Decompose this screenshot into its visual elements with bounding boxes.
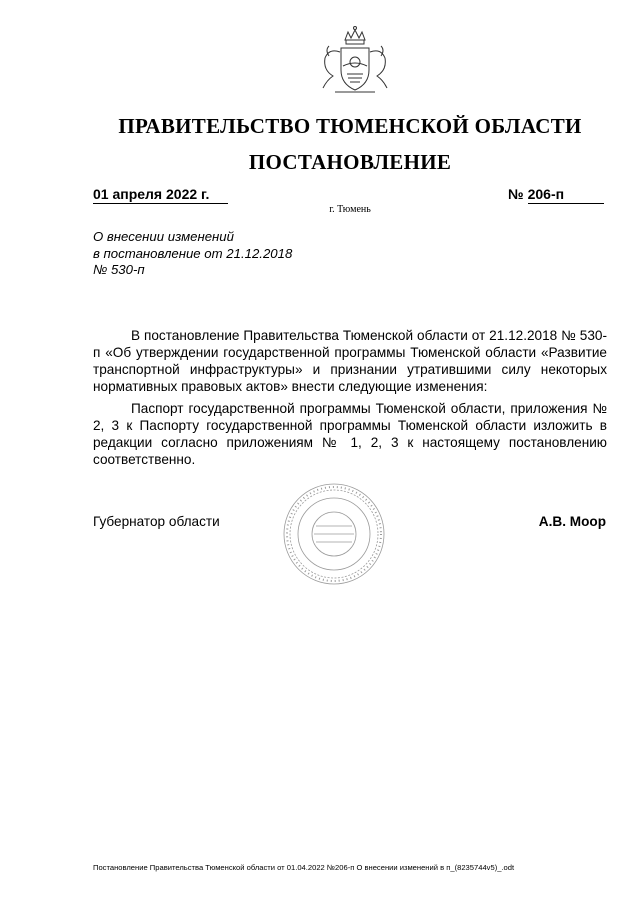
document-subject — [93, 229, 353, 279]
city: г. Тюмень — [329, 204, 371, 215]
signer-name: А.В. Моор — [538, 514, 606, 529]
document-date: 01 апреля 2022 г. — [93, 185, 228, 204]
body-paragraph: Паспорт государственной программы Тюменской области, приложения № 2, 3 к Паспорту государственной программы Тюменской области изложить в редакции согласно приложениям № 1, 2, 3 к настоящему постановлению соответственно. — [93, 401, 607, 467]
document-body — [93, 327, 607, 473]
official-seal-icon — [282, 482, 386, 586]
number-prefix: № — [508, 186, 524, 202]
tyumen-coat-of-arms-icon — [315, 22, 395, 102]
number-value: 206-п — [528, 185, 604, 204]
footer-filename: Постановление Правительства Тюменской области от 01.04.2022 №206-п О внесении изменений в п_(8235744v5)_.odt — [93, 863, 515, 872]
document-type: ПОСТАНОВЛЕНИЕ — [248, 150, 452, 174]
body-paragraph: В постановление Правительства Тюменской области от 21.12.2018 № 530-п «Об утверждении государственной программы Тюменской области «Развитие транспортной инфраструктуры» и признании утратившими силу некоторых нормативных правовых актов» внести следующие изменения: — [93, 328, 607, 394]
subject-line: № 530-п — [93, 262, 145, 277]
signer-position: Губернатор области — [93, 514, 220, 529]
document-number — [508, 185, 604, 204]
government-title: ПРАВИТЕЛЬСТВО ТЮМЕНСКОЙ ОБЛАСТИ — [118, 114, 582, 138]
subject-line: О внесении изменений — [93, 229, 234, 244]
subject-line: в постановление от 21.12.2018 — [93, 245, 293, 261]
